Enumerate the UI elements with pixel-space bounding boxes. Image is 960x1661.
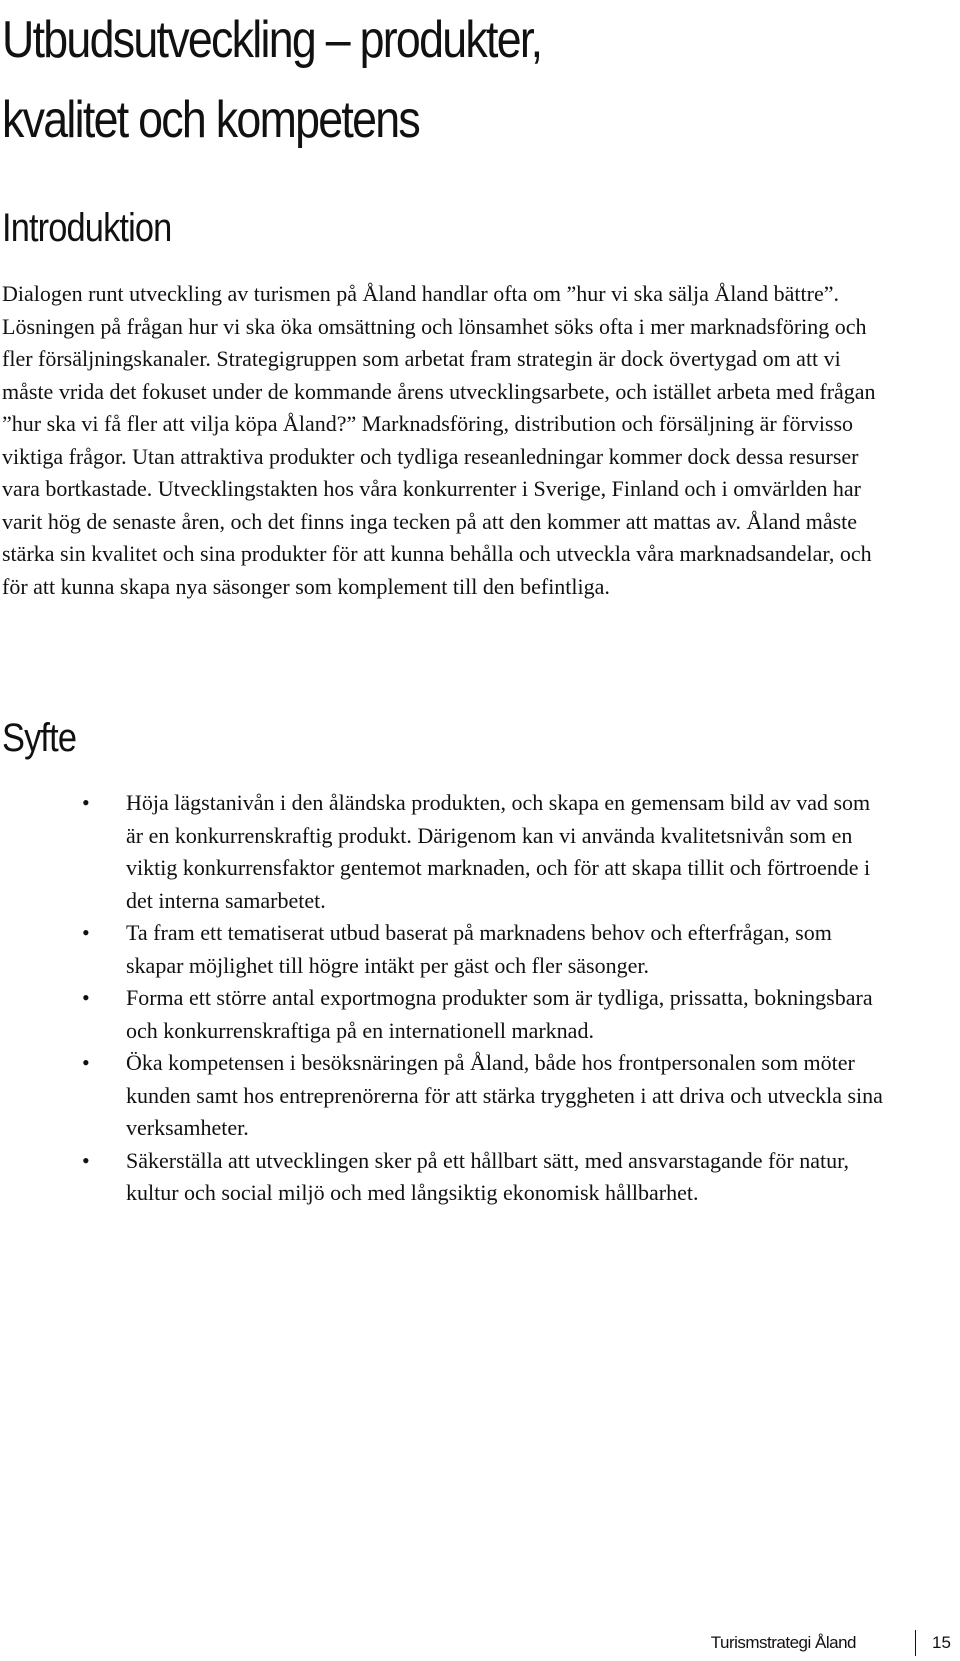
list-item [0, 1047, 891, 1145]
list-item-text: Höja lägstanivån i den åländska produkten, och skapa en gemensam bild av vad som är en konkurrenskraftig produkt. Därigenom kan vi använda kvalitetsnivån som en viktig konkurrensfaktor gentemot marknaden, och för att skapa tillit och förtroende i det interna samarbetet. [126, 790, 871, 913]
list-item-text: Ta fram ett tematiserat utbud baserat på marknadens behov och efterfrågan, som skapar möjlighet till högre intäkt per gäst och fler säsonger. [126, 920, 832, 978]
page-title-line-2: kvalitet och kompetens [2, 91, 420, 149]
list-item-text: Forma ett större antal exportmogna produkter som är tydliga, prissatta, bokningsbara och konkurrenskraftiga på en internationell marknad. [126, 985, 873, 1043]
intro-paragraph: Dialogen runt utveckling av turismen på Åland handlar ofta om ”hur vi ska sälja Åland bättre”. Lösningen på frågan hur vi ska öka omsättning och lönsamhet söks ofta i mer marknadsföring och fler försäljningskanaler. Strategigruppen som arbetat fram strategin är dock övertygad om att vi måste vrida det fokuset under de kommande årens utvecklingsarbete, och istället arbeta med frågan ”hur ska vi få fler att vilja köpa Åland?” Marknadsföring, distribution och försäljning är förvisso viktiga frågor. Utan attraktiva produkter och tydliga reseanledningar kommer dock dessa resurser vara bortkastade. Utvecklingstakten hos våra konkurrenter i Sverige, Finland och i omvärlden har varit hög de senaste åren, och det finns inga tecken på att den kommer att mattas av. Åland måste stärka sin kvalitet och sina produkter för att kunna behålla och utveckla våra marknadsandelar, och för att kunna skapa nya säsonger som komplement till den befintliga. [2, 281, 876, 599]
bullet-icon: • [82, 1050, 90, 1075]
list-item-text: Öka kompetensen i besöksnäringen på Åland, både hos frontpersonalen som möter kunden samt hos entreprenörerna för att stärka tryggheten i att driva och utveckla sina verksamheter. [126, 1050, 883, 1140]
list-item [0, 1145, 891, 1210]
page-title-line-1: Utbudsutveckling – produkter, [2, 11, 542, 69]
bullet-icon: • [82, 790, 90, 815]
page-number: 15 [932, 1633, 951, 1652]
bullet-icon: • [82, 920, 90, 945]
footer-divider [915, 1630, 916, 1656]
bullet-icon: • [82, 985, 90, 1010]
page-title [2, 0, 776, 160]
section-heading-syfte: Syfte [2, 716, 77, 760]
list-item-text: Säkerställa att utvecklingen sker på ett hållbart sätt, med ansvarstagande för natur, kultur och social miljö och med långsiktig ekonomisk hållbarhet. [126, 1147, 850, 1205]
list-item [0, 787, 891, 917]
syfte-bullet-list [0, 787, 900, 1210]
bullet-icon: • [82, 1147, 90, 1173]
list-item [0, 982, 891, 1047]
page-footer [0, 1630, 960, 1656]
footer-title: Turismstrategi Åland [710, 1633, 856, 1652]
list-item [0, 917, 891, 982]
section-heading-introduktion: Introduktion [2, 206, 172, 250]
